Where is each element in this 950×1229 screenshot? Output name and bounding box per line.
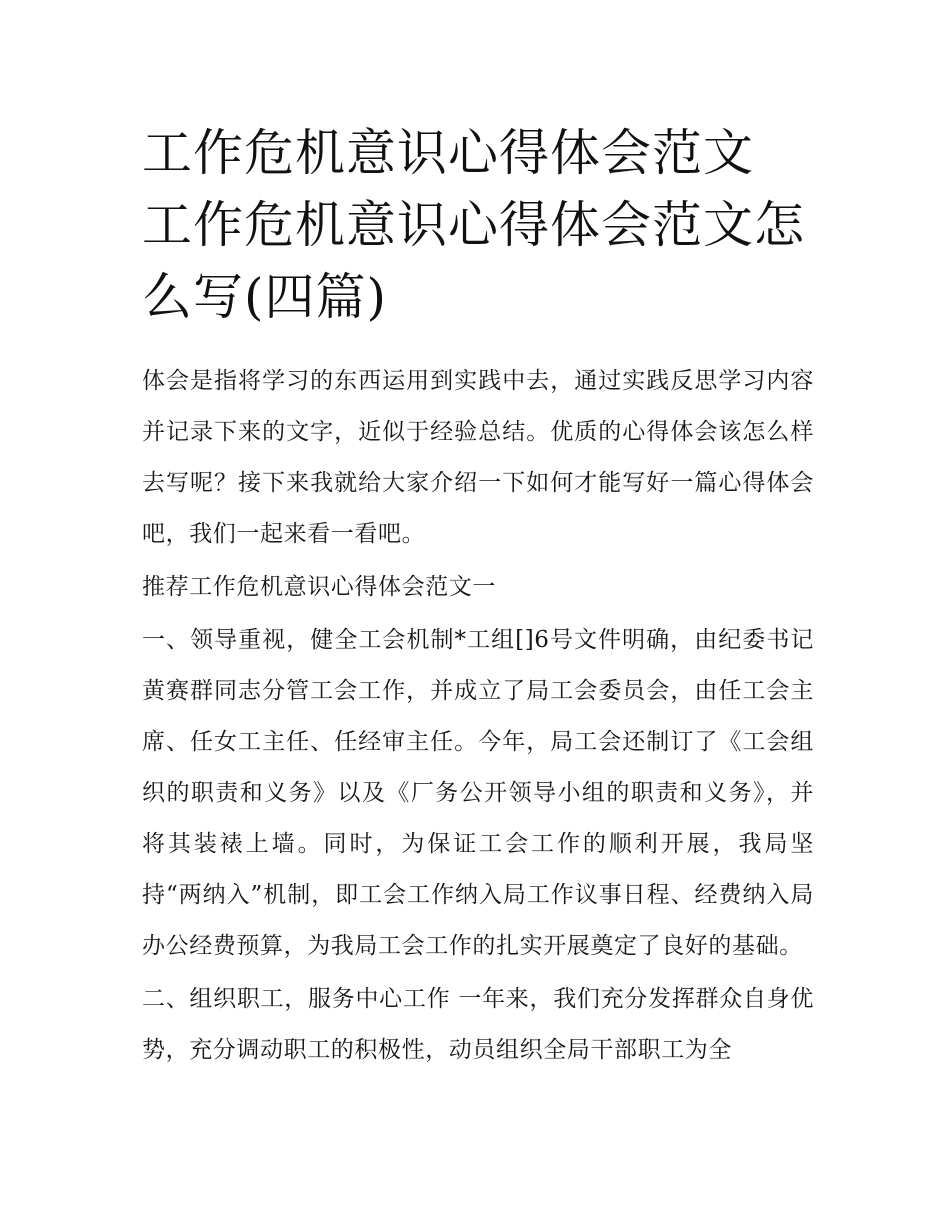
document-body <box>142 356 814 1078</box>
section-heading: 推荐工作危机意识心得体会范文一 <box>142 574 496 600</box>
document-page <box>142 0 814 1229</box>
body-paragraph: 一、领导重视，健全工会机制*工组[]6号文件明确，由纪委书记黄赛群同志分管工会工作，并成立了局工会委员会，由任工会主席、任女工主任、任经审主任。今年，局工会还制订了《工会组织的职责和义务》以及《厂务公开领导小组的职责和义务》，并将其装裱上墙。同时，为保证工会工作的顺利开展，我局坚持“两纳入”机制，即工会工作纳入局工作议事日程、经费纳入局办公经费预算，为我局工会工作的扎实开展奠定了良好的基础。 <box>142 627 814 959</box>
intro-paragraph: 体会是指将学习的东西运用到实践中去，通过实践反思学习内容并记录下来的文字，近似于经验总结。优质的心得体会该怎么样去写呢？接下来我就给大家介绍一下如何才能写好一篇心得体会吧，我们一起来看一看吧。 <box>142 368 814 547</box>
document-title: 工作危机意识心得体会范文 工作危机意识心得体会范文怎么写(四篇) <box>142 124 805 326</box>
body-paragraph: 二、组织职工，服务中心工作 一年来，我们充分发挥群众自身优势，充分调动职工的积极性，动员组织全局干部职工为全 <box>142 986 814 1063</box>
